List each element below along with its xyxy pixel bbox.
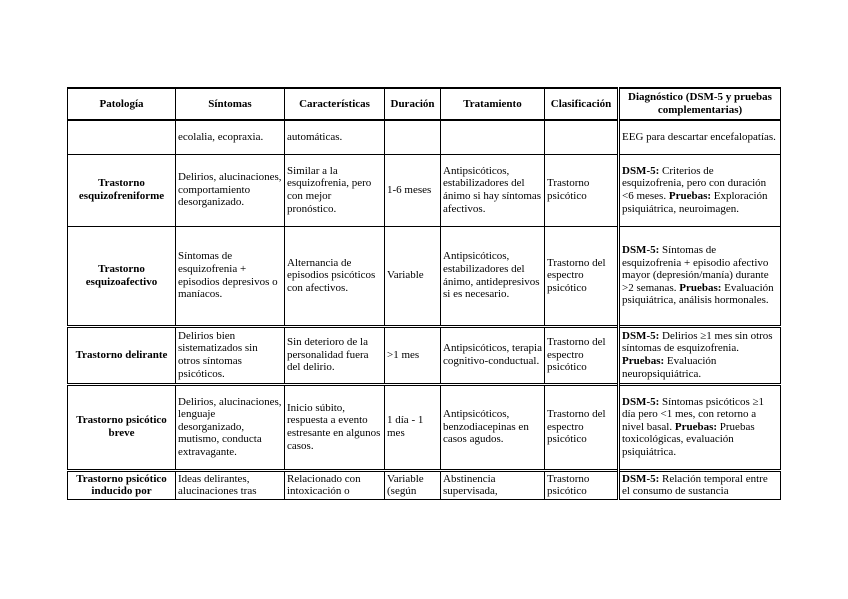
cell-diagnostico: EEG para descartar encefalopatías. (619, 120, 781, 154)
cell-caracteristicas: automáticas. (285, 120, 385, 154)
cell-clasificacion: Trastorno del espectro psicótico (545, 326, 619, 384)
cell-tratamiento: Antipsicóticos, estabilizadores del ánimo, antidepresivos si es necesario. (441, 226, 545, 326)
cell-caracteristicas: Relacionado con intoxicación o (285, 470, 385, 499)
cell-clasificacion: Trastorno del espectro psicótico (545, 226, 619, 326)
cell-tratamiento: Antipsicóticos, terapia cognitivo-conductual. (441, 326, 545, 384)
cell-sintomas: Delirios, alucinaciones, comportamiento desorganizado. (176, 154, 285, 226)
table-row (68, 384, 781, 470)
cell-sintomas: Delirios, alucinaciones, lenguaje desorganizado, mutismo, conducta extravagante. (176, 384, 285, 470)
cell-caracteristicas: Similar a la esquizofrenia, pero con mejor pronóstico. (285, 154, 385, 226)
cell-clasificacion: Trastorno psicótico (545, 154, 619, 226)
table-row (68, 470, 781, 499)
cell-caracteristicas: Inicio súbito, respuesta a evento estresante en algunos casos. (285, 384, 385, 470)
table-row (68, 120, 781, 154)
cell-tratamiento: Antipsicóticos, estabilizadores del ánimo si hay síntomas afectivos. (441, 154, 545, 226)
cell-clasificacion: Trastorno del espectro psicótico (545, 384, 619, 470)
cell-patologia (68, 120, 176, 154)
cell-diagnostico (619, 470, 781, 499)
cell-sintomas: ecolalia, ecopraxia. (176, 120, 285, 154)
dsm-text: Síntomas de esquizofrenia + episodio afectivo mayor (depresión/manía) durante >2 semanas. (622, 244, 769, 294)
dsm-label: DSM-5: (622, 244, 660, 257)
table-row (68, 154, 781, 226)
cell-tratamiento (441, 120, 545, 154)
cell-duracion: Variable (385, 226, 441, 326)
cell-duracion: Variable (según (385, 470, 441, 499)
header-clasificacion: Clasificación (545, 88, 619, 120)
cell-patologia: Trastorno psicótico breve (68, 384, 176, 470)
table-row (68, 226, 781, 326)
pruebas-label: Pruebas: (679, 281, 722, 294)
pruebas-label: Pruebas: (674, 420, 718, 433)
cell-duracion (385, 120, 441, 154)
dsm-label: DSM-5: (622, 472, 660, 485)
pruebas-label: Pruebas: (668, 190, 712, 202)
pathology-table (67, 87, 781, 500)
header-tratamiento: Tratamiento (441, 88, 545, 120)
cell-patologia: Trastorno psicótico inducido por (68, 470, 176, 499)
cell-diagnostico (619, 326, 781, 384)
header-patologia: Patología (68, 88, 176, 120)
pruebas-label: Pruebas: (622, 355, 665, 367)
cell-patologia: Trastorno esquizofreniforme (68, 154, 176, 226)
cell-clasificacion (545, 120, 619, 154)
header-diagnostico: Diagnóstico (DSM-5 y pruebas complementarias) (619, 88, 781, 120)
cell-diagnostico (619, 226, 781, 326)
table-row (68, 326, 781, 384)
cell-tratamiento: Abstinencia supervisada, (441, 470, 545, 499)
pruebas-text: Exploración psiquiátrica, neuroimagen. (622, 190, 768, 215)
cell-patologia: Trastorno esquizoafectivo (68, 226, 176, 326)
cell-sintomas: Delirios bien sistematizados sin otros síntomas psicóticos. (176, 326, 285, 384)
pruebas-text: Evaluación neuropsiquiátrica. (622, 355, 717, 380)
pruebas-text: Pruebas toxicológicas, evaluación psiquiátrica. (622, 420, 755, 458)
header-sintomas: Síntomas (176, 88, 285, 120)
cell-tratamiento: Antipsicóticos, benzodiacepinas en casos agudos. (441, 384, 545, 470)
dsm-text: Relación temporal entre el consumo de sustancia (622, 472, 768, 498)
header-caracteristicas: Características (285, 88, 385, 120)
pruebas-text: Evaluación psiquiátrica, análisis hormonales. (622, 281, 774, 307)
dsm-text: Síntomas psicóticos ≥1 día pero <1 mes, con retorno a nivel basal. (622, 395, 765, 433)
dsm-text: Delirios ≥1 mes sin otros síntomas de esquizofrenia. (622, 329, 773, 355)
cell-caracteristicas: Alternancia de episodios psicóticos con afectivos. (285, 226, 385, 326)
cell-diagnostico (619, 384, 781, 470)
cell-duracion: >1 mes (385, 326, 441, 384)
cell-diagnostico (619, 154, 781, 226)
dsm-label: DSM-5: (622, 329, 660, 342)
cell-sintomas: Ideas delirantes, alucinaciones tras (176, 470, 285, 499)
dsm-label: DSM-5: (622, 395, 660, 408)
dsm-text: Criterios de esquizofrenia, pero con duración <6 meses. (622, 164, 767, 202)
cell-duracion: 1 día - 1 mes (385, 384, 441, 470)
cell-clasificacion: Trastorno psicótico (545, 470, 619, 499)
cell-sintomas: Síntomas de esquizofrenia + episodios depresivos o maníacos. (176, 226, 285, 326)
cell-caracteristicas: Sin deterioro de la personalidad fuera del delirio. (285, 326, 385, 384)
dsm-label: DSM-5: (622, 164, 660, 177)
cell-patologia: Trastorno delirante (68, 326, 176, 384)
table-header-row (68, 88, 781, 120)
cell-duracion: 1-6 meses (385, 154, 441, 226)
header-duracion: Duración (385, 88, 441, 120)
